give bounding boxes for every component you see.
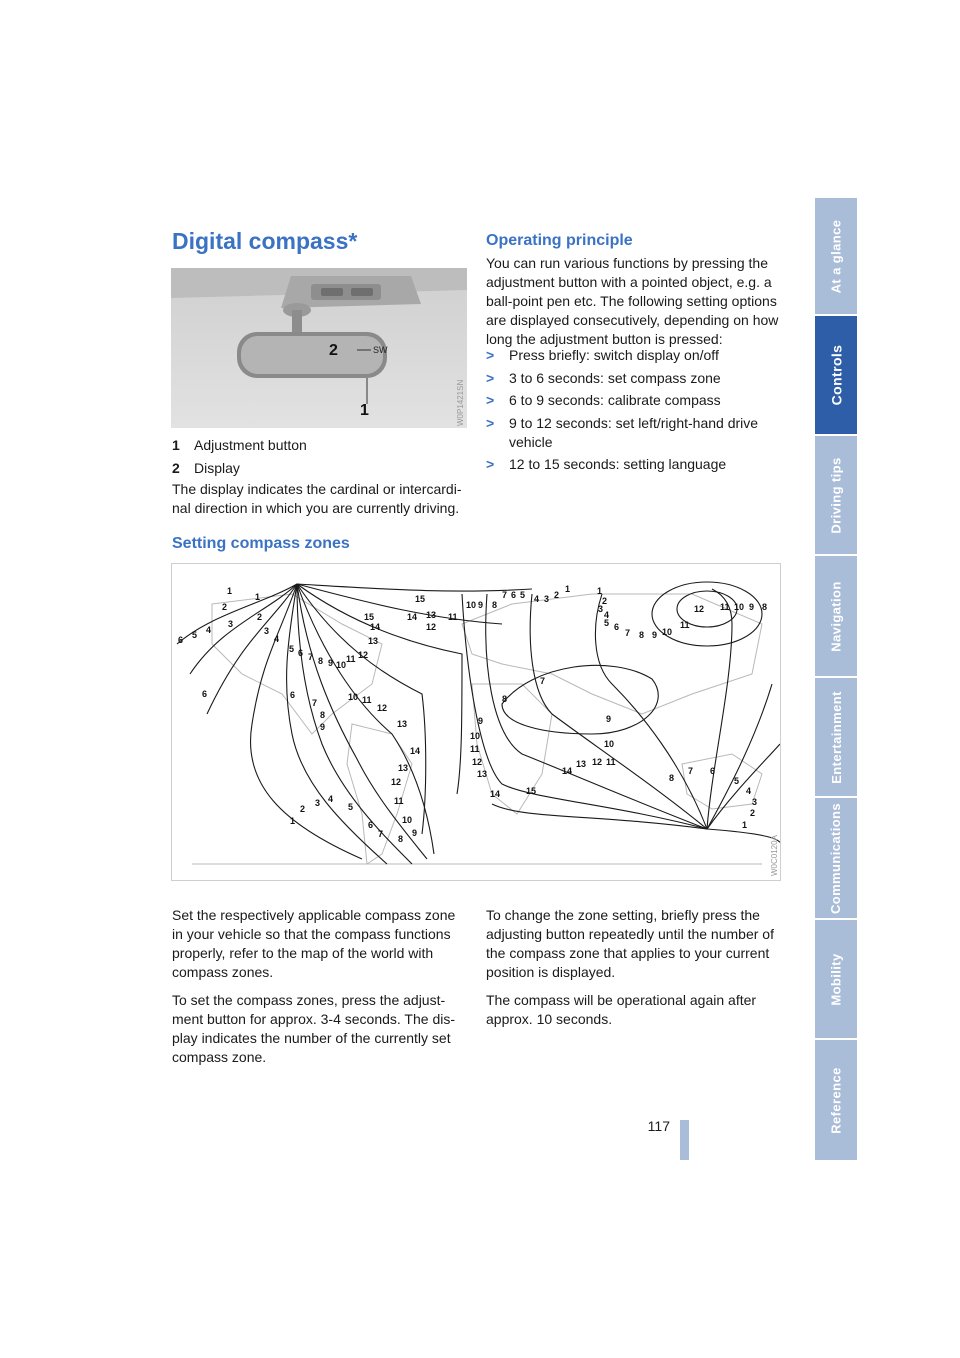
page-number-bar <box>680 1120 689 1160</box>
zones-right-text: To change the zone setting, briefly press the adjusting button repeatedly until the number of the compass zone that applies to your current position is displayed. The compass will be operational again after approx. 10 seconds. <box>486 907 774 1027</box>
photo-image-code: W0P1421SN <box>456 379 465 426</box>
tab-communications[interactable]: Communications <box>815 798 857 918</box>
tab-mobility[interactable]: Mobility <box>815 920 857 1038</box>
page-title: Digital compass* <box>172 228 358 254</box>
callout-2: 2 <box>329 342 338 359</box>
callout-1: 1 <box>360 402 369 419</box>
bullet-item: > 9 to 12 seconds: set left/right-hand drive vehicle <box>486 414 759 450</box>
zones-heading: Setting compass zones <box>172 535 350 552</box>
operating-text: You can run various functions by pressing the adjustment button with a pointed object, e.g. a ball-point pen etc. The following setting options are displayed consecutively, depending on how long the adjustment button is pressed: <box>486 255 779 347</box>
legend-item-1: 1 Adjustment button <box>172 437 307 453</box>
chapter-tabs <box>815 198 857 1160</box>
bullet-item: > 12 to 15 seconds: setting language <box>486 456 727 472</box>
zone-number-labels: 1 2 3 4 5 6 6 6 7 8 9 10 11 12 13 14 15 14 13 12 11 10 9 8 7 9 10 11 12 13 14 8 7 6 5 4 3 2 1 1 2 3 4 5 6 7 8 9 10 11 12 13 15 15 14 13 14 13 12 11 10 9 8 7 6 5 4 3 2 1 1 2 3 4 5 6 7 8 9 10 11 12 11 10 9 8 1 2 3 4 5 6 7 8 9 10 11 12 <box>178 584 768 844</box>
compass-display-text: SW <box>373 345 388 355</box>
tab-entertainment[interactable]: Entertainment <box>815 678 857 796</box>
bullet-item: > Press briefly: switch display on/off <box>486 347 719 363</box>
intro-text: The display indicates the cardinal or intercardi- nal direction in which you are currently driving. <box>172 481 462 516</box>
bullet-item: > 6 to 9 seconds: calibrate compass <box>486 392 721 408</box>
tab-controls[interactable]: Controls <box>815 316 857 434</box>
tab-driving-tips[interactable]: Driving tips <box>815 436 857 554</box>
map-image-code: W0C0120A <box>770 835 779 876</box>
bullet-item: > 3 to 6 seconds: set compass zone <box>486 369 721 386</box>
tab-reference[interactable]: Reference <box>815 1040 857 1160</box>
page-number: 117 <box>647 1118 670 1134</box>
tab-at-a-glance[interactable]: At a glance <box>815 198 857 314</box>
compass-zone-world-map <box>171 563 781 881</box>
tab-navigation[interactable]: Navigation <box>815 556 857 676</box>
rearview-mirror-photo <box>171 268 467 428</box>
legend-item-2: 2 Display <box>172 460 240 476</box>
operating-heading: Operating principle <box>486 232 633 249</box>
zones-left-text: Set the respectively applicable compass zone in your vehicle so that the compass functions properly, refer to the map of the world with compass zones. To set the compass zones, press the adjust- ment button for approx. 3-4 seconds. The dis- play indicates the number of the currently set compass zone. <box>172 907 456 1065</box>
operating-bullet-list <box>486 346 786 478</box>
